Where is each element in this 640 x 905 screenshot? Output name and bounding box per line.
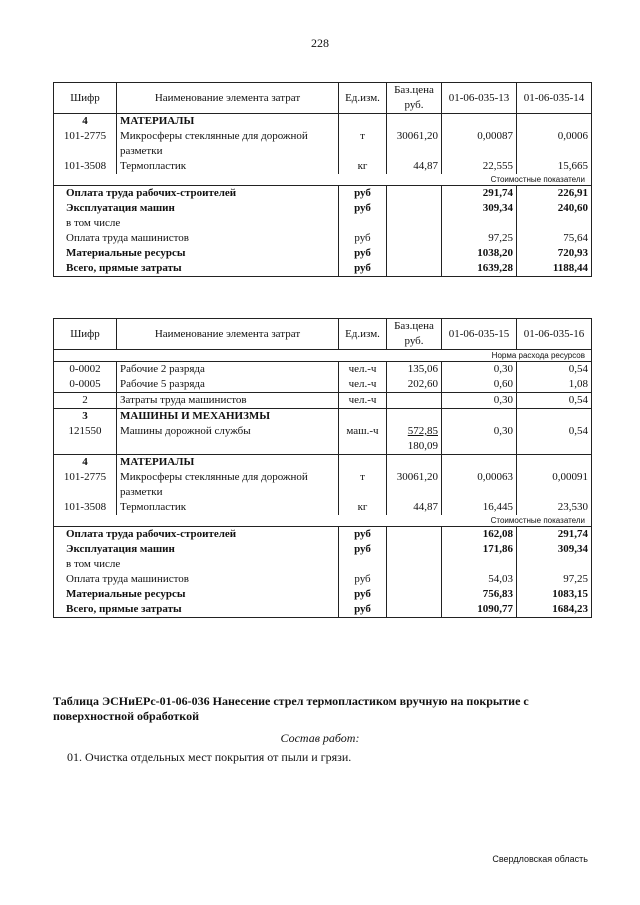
cost-name: Всего, прямые затраты — [54, 261, 339, 277]
row-name: Термопластик — [117, 159, 339, 174]
cost-empty — [387, 186, 442, 202]
row-value-b: 15,665 — [517, 159, 592, 174]
cost-value-a: 309,34 — [442, 201, 517, 216]
resource-row — [54, 500, 592, 515]
row-value-b — [517, 409, 592, 425]
section-row — [54, 114, 592, 130]
row-name: МАШИНЫ И МЕХАНИЗМЫ — [117, 409, 339, 425]
row-base-price-value: 135,06 — [407, 363, 438, 375]
cost-value-b: 240,60 — [517, 201, 592, 216]
cost-value-b: 720,93 — [517, 246, 592, 261]
cost-unit: руб — [339, 186, 387, 202]
row-base-price — [387, 114, 442, 130]
cost-value-b: 1684,23 — [517, 602, 592, 618]
row-value-b: 0,54 — [517, 362, 592, 378]
row-base-price — [387, 409, 442, 425]
section-row — [54, 455, 592, 471]
norm-caption-row — [54, 350, 592, 362]
cost-value-b: 291,74 — [517, 527, 592, 543]
header-name: Наименование элемента затрат — [117, 319, 339, 350]
cost-row — [54, 527, 592, 543]
row-value-a — [442, 114, 517, 130]
cost-value-a: 54,03 — [442, 572, 517, 587]
cost-value-b: 226,91 — [517, 186, 592, 202]
cost-caption: Стоимостные показатели — [54, 515, 592, 527]
row-unit: т — [339, 470, 387, 500]
cost-unit: руб — [339, 231, 387, 246]
cost-value-a: 756,83 — [442, 587, 517, 602]
row-base-price-value: 44,87 — [413, 160, 438, 172]
row-value-b: 0,0006 — [517, 129, 592, 159]
cost-empty — [387, 261, 442, 277]
cost-name: Материальные ресурсы — [54, 587, 339, 602]
row-base-price-value: 30061,20 — [396, 130, 438, 142]
cost-unit — [339, 557, 387, 572]
row-unit: т — [339, 129, 387, 159]
cost-row — [54, 602, 592, 618]
row-value-a: 22,555 — [442, 159, 517, 174]
cost-row — [54, 216, 592, 231]
row-base-price — [387, 377, 442, 393]
cost-value-b: 1188,44 — [517, 261, 592, 277]
cost-unit: руб — [339, 261, 387, 277]
row-code: 4 — [54, 114, 117, 130]
cost-empty — [387, 216, 442, 231]
cost-caption-row — [54, 515, 592, 527]
cost-value-b: 309,34 — [517, 542, 592, 557]
cost-row — [54, 557, 592, 572]
row-code: 3 — [54, 409, 117, 425]
norm-caption: Норма расхода ресурсов — [54, 350, 592, 362]
cost-row — [54, 542, 592, 557]
cost-unit: руб — [339, 201, 387, 216]
row-base-price-value: 202,60 — [407, 378, 438, 390]
row-value-a — [442, 409, 517, 425]
header-col-a: 01-06-035-13 — [442, 83, 517, 114]
header-col-b: 01-06-035-14 — [517, 83, 592, 114]
header-code: Шифр — [54, 83, 117, 114]
table-title: Таблица ЭСНиЕРс-01-06-036 Нанесение стрел термопластиком вручную на покрытие с поверхностной обработкой — [53, 694, 529, 723]
section-row — [54, 409, 592, 425]
cost-empty — [387, 587, 442, 602]
cost-unit: руб — [339, 602, 387, 618]
cost-name: Оплата труда рабочих-строителей — [54, 527, 339, 543]
row-base-price-value-2: 180,09 — [407, 440, 438, 452]
row-code: 101-3508 — [54, 500, 117, 515]
row-unit — [339, 114, 387, 130]
resource-row — [54, 393, 592, 409]
cost-name: Всего, прямые затраты — [54, 602, 339, 618]
cost-value-a: 1038,20 — [442, 246, 517, 261]
resource-row — [54, 129, 592, 159]
row-name: Рабочие 5 разряда — [117, 377, 339, 393]
header-name: Наименование элемента затрат — [117, 83, 339, 114]
row-value-b: 23,530 — [517, 500, 592, 515]
cost-empty — [387, 557, 442, 572]
cost-name: Эксплуатация машин — [54, 542, 339, 557]
cost-value-a — [442, 557, 517, 572]
cost-unit: руб — [339, 246, 387, 261]
row-base-price-value: 30061,20 — [396, 471, 438, 483]
header-base-price: Баз.цена руб. — [387, 83, 442, 114]
row-unit: чел.-ч — [339, 377, 387, 393]
works-item: 01. Очистка отдельных мест покрытия от пыли и грязи. — [67, 750, 352, 764]
row-value-a: 0,30 — [442, 393, 517, 409]
cost-unit: руб — [339, 572, 387, 587]
cost-value-b: 97,25 — [517, 572, 592, 587]
row-base-price — [387, 129, 442, 159]
resource-row — [54, 362, 592, 378]
row-unit: чел.-ч — [339, 362, 387, 378]
cost-row — [54, 201, 592, 216]
row-value-a: 0,00063 — [442, 470, 517, 500]
row-value-b: 0,54 — [517, 424, 592, 455]
resource-row — [54, 470, 592, 500]
header-unit: Ед.изм. — [339, 83, 387, 114]
header-base-price: Баз.цена руб. — [387, 319, 442, 350]
cost-caption-row — [54, 174, 592, 186]
cost-value-a — [442, 216, 517, 231]
cost-value-a: 1639,28 — [442, 261, 517, 277]
cost-name: Оплата труда рабочих-строителей — [54, 186, 339, 202]
cost-empty — [387, 602, 442, 618]
row-name: Микросферы стеклянные для дорожной разметки — [117, 129, 339, 159]
footer-region: Свердловская область — [492, 854, 588, 864]
row-name: Термопластик — [117, 500, 339, 515]
row-unit: маш.-ч — [339, 424, 387, 455]
cost-unit: руб — [339, 527, 387, 543]
header-unit: Ед.изм. — [339, 319, 387, 350]
resource-row — [54, 159, 592, 174]
header-col-b: 01-06-035-16 — [517, 319, 592, 350]
cost-value-a: 162,08 — [442, 527, 517, 543]
row-value-b: 0,00091 — [517, 470, 592, 500]
row-value-b: 0,54 — [517, 393, 592, 409]
cost-name: в том числе — [54, 557, 339, 572]
cost-empty — [387, 572, 442, 587]
cost-value-a: 1090,77 — [442, 602, 517, 618]
row-base-price — [387, 424, 442, 455]
row-code: 0-0002 — [54, 362, 117, 378]
row-value-b — [517, 455, 592, 471]
row-value-a: 0,30 — [442, 424, 517, 455]
row-unit — [339, 409, 387, 425]
cost-value-b — [517, 557, 592, 572]
row-value-a — [442, 455, 517, 471]
row-code: 2 — [54, 393, 117, 409]
cost-row — [54, 261, 592, 277]
cost-empty — [387, 246, 442, 261]
cost-name: в том числе — [54, 216, 339, 231]
row-base-price — [387, 500, 442, 515]
row-base-price — [387, 455, 442, 471]
row-value-b — [517, 114, 592, 130]
row-base-price — [387, 159, 442, 174]
cost-unit — [339, 216, 387, 231]
works-heading: Состав работ: — [280, 731, 360, 745]
cost-row — [54, 186, 592, 202]
row-unit: кг — [339, 159, 387, 174]
cost-empty — [387, 231, 442, 246]
header-col-a: 01-06-035-15 — [442, 319, 517, 350]
resource-table-2 — [53, 318, 592, 618]
cost-row — [54, 231, 592, 246]
cost-empty — [387, 201, 442, 216]
table-header-row — [54, 83, 592, 114]
cost-unit: руб — [339, 587, 387, 602]
row-name: Рабочие 2 разряда — [117, 362, 339, 378]
table-header-row — [54, 319, 592, 350]
cost-caption: Стоимостные показатели — [54, 174, 592, 186]
row-code: 0-0005 — [54, 377, 117, 393]
cost-value-b: 1083,15 — [517, 587, 592, 602]
row-base-price — [387, 470, 442, 500]
row-code: 4 — [54, 455, 117, 471]
cost-name: Материальные ресурсы — [54, 246, 339, 261]
row-code: 101-2775 — [54, 470, 117, 500]
row-code: 101-3508 — [54, 159, 117, 174]
row-code: 101-2775 — [54, 129, 117, 159]
row-name: МАТЕРИАЛЫ — [117, 114, 339, 130]
resource-row — [54, 424, 592, 455]
cost-value-a: 291,74 — [442, 186, 517, 202]
row-base-price — [387, 362, 442, 378]
row-value-a: 0,60 — [442, 377, 517, 393]
resource-table-1 — [53, 82, 592, 277]
cost-empty — [387, 527, 442, 543]
row-name: МАТЕРИАЛЫ — [117, 455, 339, 471]
row-unit — [339, 455, 387, 471]
cost-row — [54, 587, 592, 602]
cost-row — [54, 246, 592, 261]
row-value-a: 0,30 — [442, 362, 517, 378]
cost-empty — [387, 542, 442, 557]
page-number: 228 — [311, 36, 329, 50]
resource-row — [54, 377, 592, 393]
row-base-price-value: 572,85 — [407, 425, 438, 437]
cost-unit: руб — [339, 542, 387, 557]
row-base-price-value: 44,87 — [413, 501, 438, 513]
cost-name: Оплата труда машинистов — [54, 572, 339, 587]
row-value-a: 16,445 — [442, 500, 517, 515]
row-unit: кг — [339, 500, 387, 515]
cost-name: Оплата труда машинистов — [54, 231, 339, 246]
row-unit: чел.-ч — [339, 393, 387, 409]
cost-row — [54, 572, 592, 587]
row-value-a: 0,00087 — [442, 129, 517, 159]
row-value-b: 1,08 — [517, 377, 592, 393]
header-code: Шифр — [54, 319, 117, 350]
cost-value-a: 171,86 — [442, 542, 517, 557]
row-code: 121550 — [54, 424, 117, 455]
row-name: Микросферы стеклянные для дорожной разметки — [117, 470, 339, 500]
cost-value-b — [517, 216, 592, 231]
cost-value-b: 75,64 — [517, 231, 592, 246]
row-base-price — [387, 393, 442, 409]
row-name: Затраты труда машинистов — [117, 393, 339, 409]
cost-name: Эксплуатация машин — [54, 201, 339, 216]
cost-value-a: 97,25 — [442, 231, 517, 246]
row-name: Машины дорожной службы — [117, 424, 339, 455]
